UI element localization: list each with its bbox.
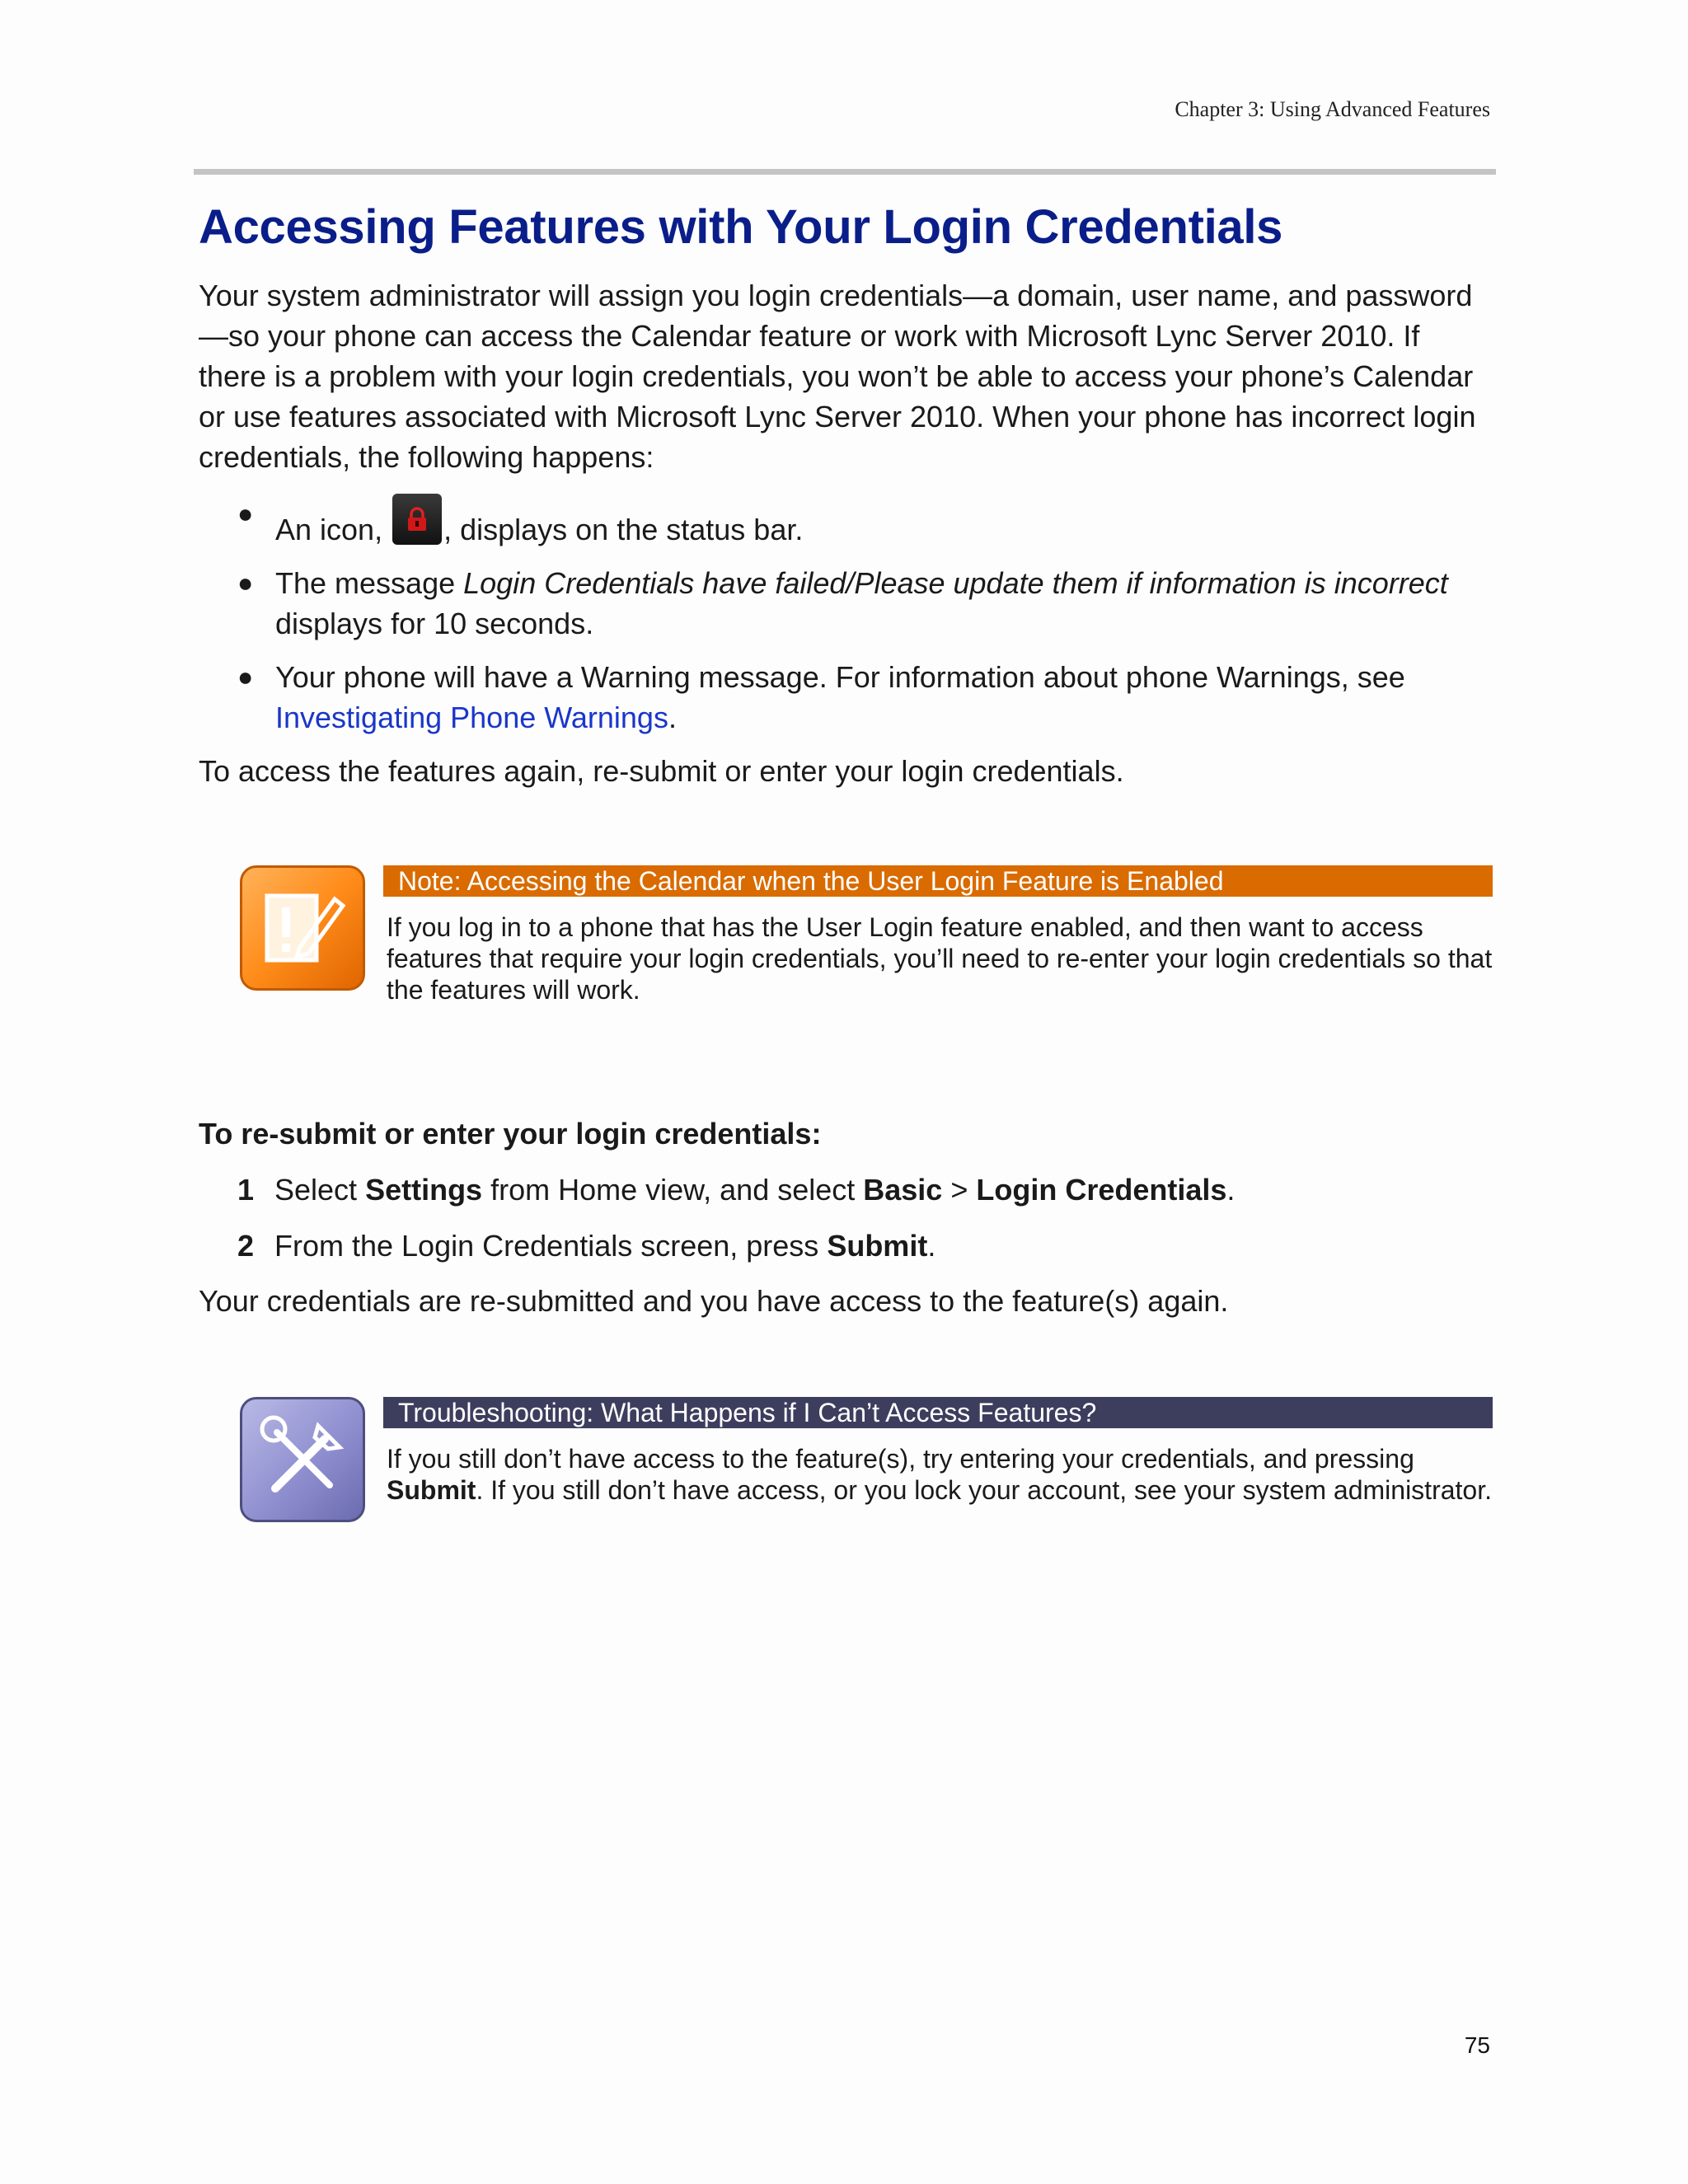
step-item: 2 From the Login Credentials screen, press Submit. bbox=[199, 1226, 1493, 1266]
bullet-icon: ● bbox=[237, 662, 254, 691]
note-callout bbox=[199, 865, 1493, 1022]
page-content bbox=[199, 198, 1493, 1554]
troubleshooting-body: If you still don’t have access to the feature(s), try entering your credentials, and pressing Submit. If you still don’t have access, or you lock your account, see your system administrator. bbox=[387, 1444, 1492, 1505]
troubleshooting-callout bbox=[199, 1397, 1493, 1554]
chapter-header: Chapter 3: Using Advanced Features bbox=[1175, 97, 1490, 121]
list-item: ● Your phone will have a Warning message. For information about phone Warnings, see Investigating Phone Warnings. bbox=[199, 657, 1493, 738]
consequence-list bbox=[199, 494, 1493, 738]
page-number: 75 bbox=[1464, 2032, 1490, 2058]
step-item: 1 Select Settings from Home view, and select Basic > Login Credentials. bbox=[199, 1170, 1493, 1210]
intro-paragraph: Your system administrator will assign you login credentials—a domain, user name, and password—so your phone can access the Calendar feature or work with Microsoft Lync Server 2010. If there is a problem with your login credentials, you won’t be able to access your phone’s Calendar or use features associated with Microsoft Lync Server 2010. When your phone has incorrect login credentials, the following happens: bbox=[199, 279, 1476, 474]
investigating-phone-warnings-link[interactable]: Investigating Phone Warnings bbox=[275, 701, 668, 734]
access-again-paragraph: To access the features again, re-submit or enter your login credentials. bbox=[199, 754, 1124, 788]
list-item: ● An icon, , displays on the status bar. bbox=[199, 494, 1493, 550]
bullet-icon: ● bbox=[237, 568, 254, 598]
note-title: Note: Accessing the Calendar when the User Login Feature is Enabled bbox=[383, 865, 1493, 897]
header-rule bbox=[194, 169, 1496, 175]
step-number: 2 bbox=[237, 1229, 255, 1263]
page-title: Accessing Features with Your Login Credentials bbox=[199, 200, 1283, 254]
step-number: 1 bbox=[237, 1173, 255, 1207]
result-paragraph: Your credentials are re-submitted and you have access to the feature(s) again. bbox=[199, 1284, 1229, 1318]
procedure-title: To re-submit or enter your login credentials: bbox=[199, 1117, 822, 1151]
list-item: ● The message Login Credentials have failed/Please update them if information is incorrect displays for 10 seconds. bbox=[199, 563, 1493, 644]
bullet-icon: ● bbox=[237, 499, 254, 528]
procedure-steps bbox=[199, 1170, 1493, 1266]
tools-icon bbox=[240, 1397, 365, 1522]
note-body: If you log in to a phone that has the User Login feature enabled, and then want to access features that require your login credentials, you’ll need to re-enter your login credentials so that the features will work. bbox=[387, 912, 1493, 1005]
lock-icon bbox=[392, 494, 442, 545]
note-icon bbox=[240, 865, 365, 991]
troubleshooting-title: Troubleshooting: What Happens if I Can’t Access Features? bbox=[383, 1397, 1493, 1428]
